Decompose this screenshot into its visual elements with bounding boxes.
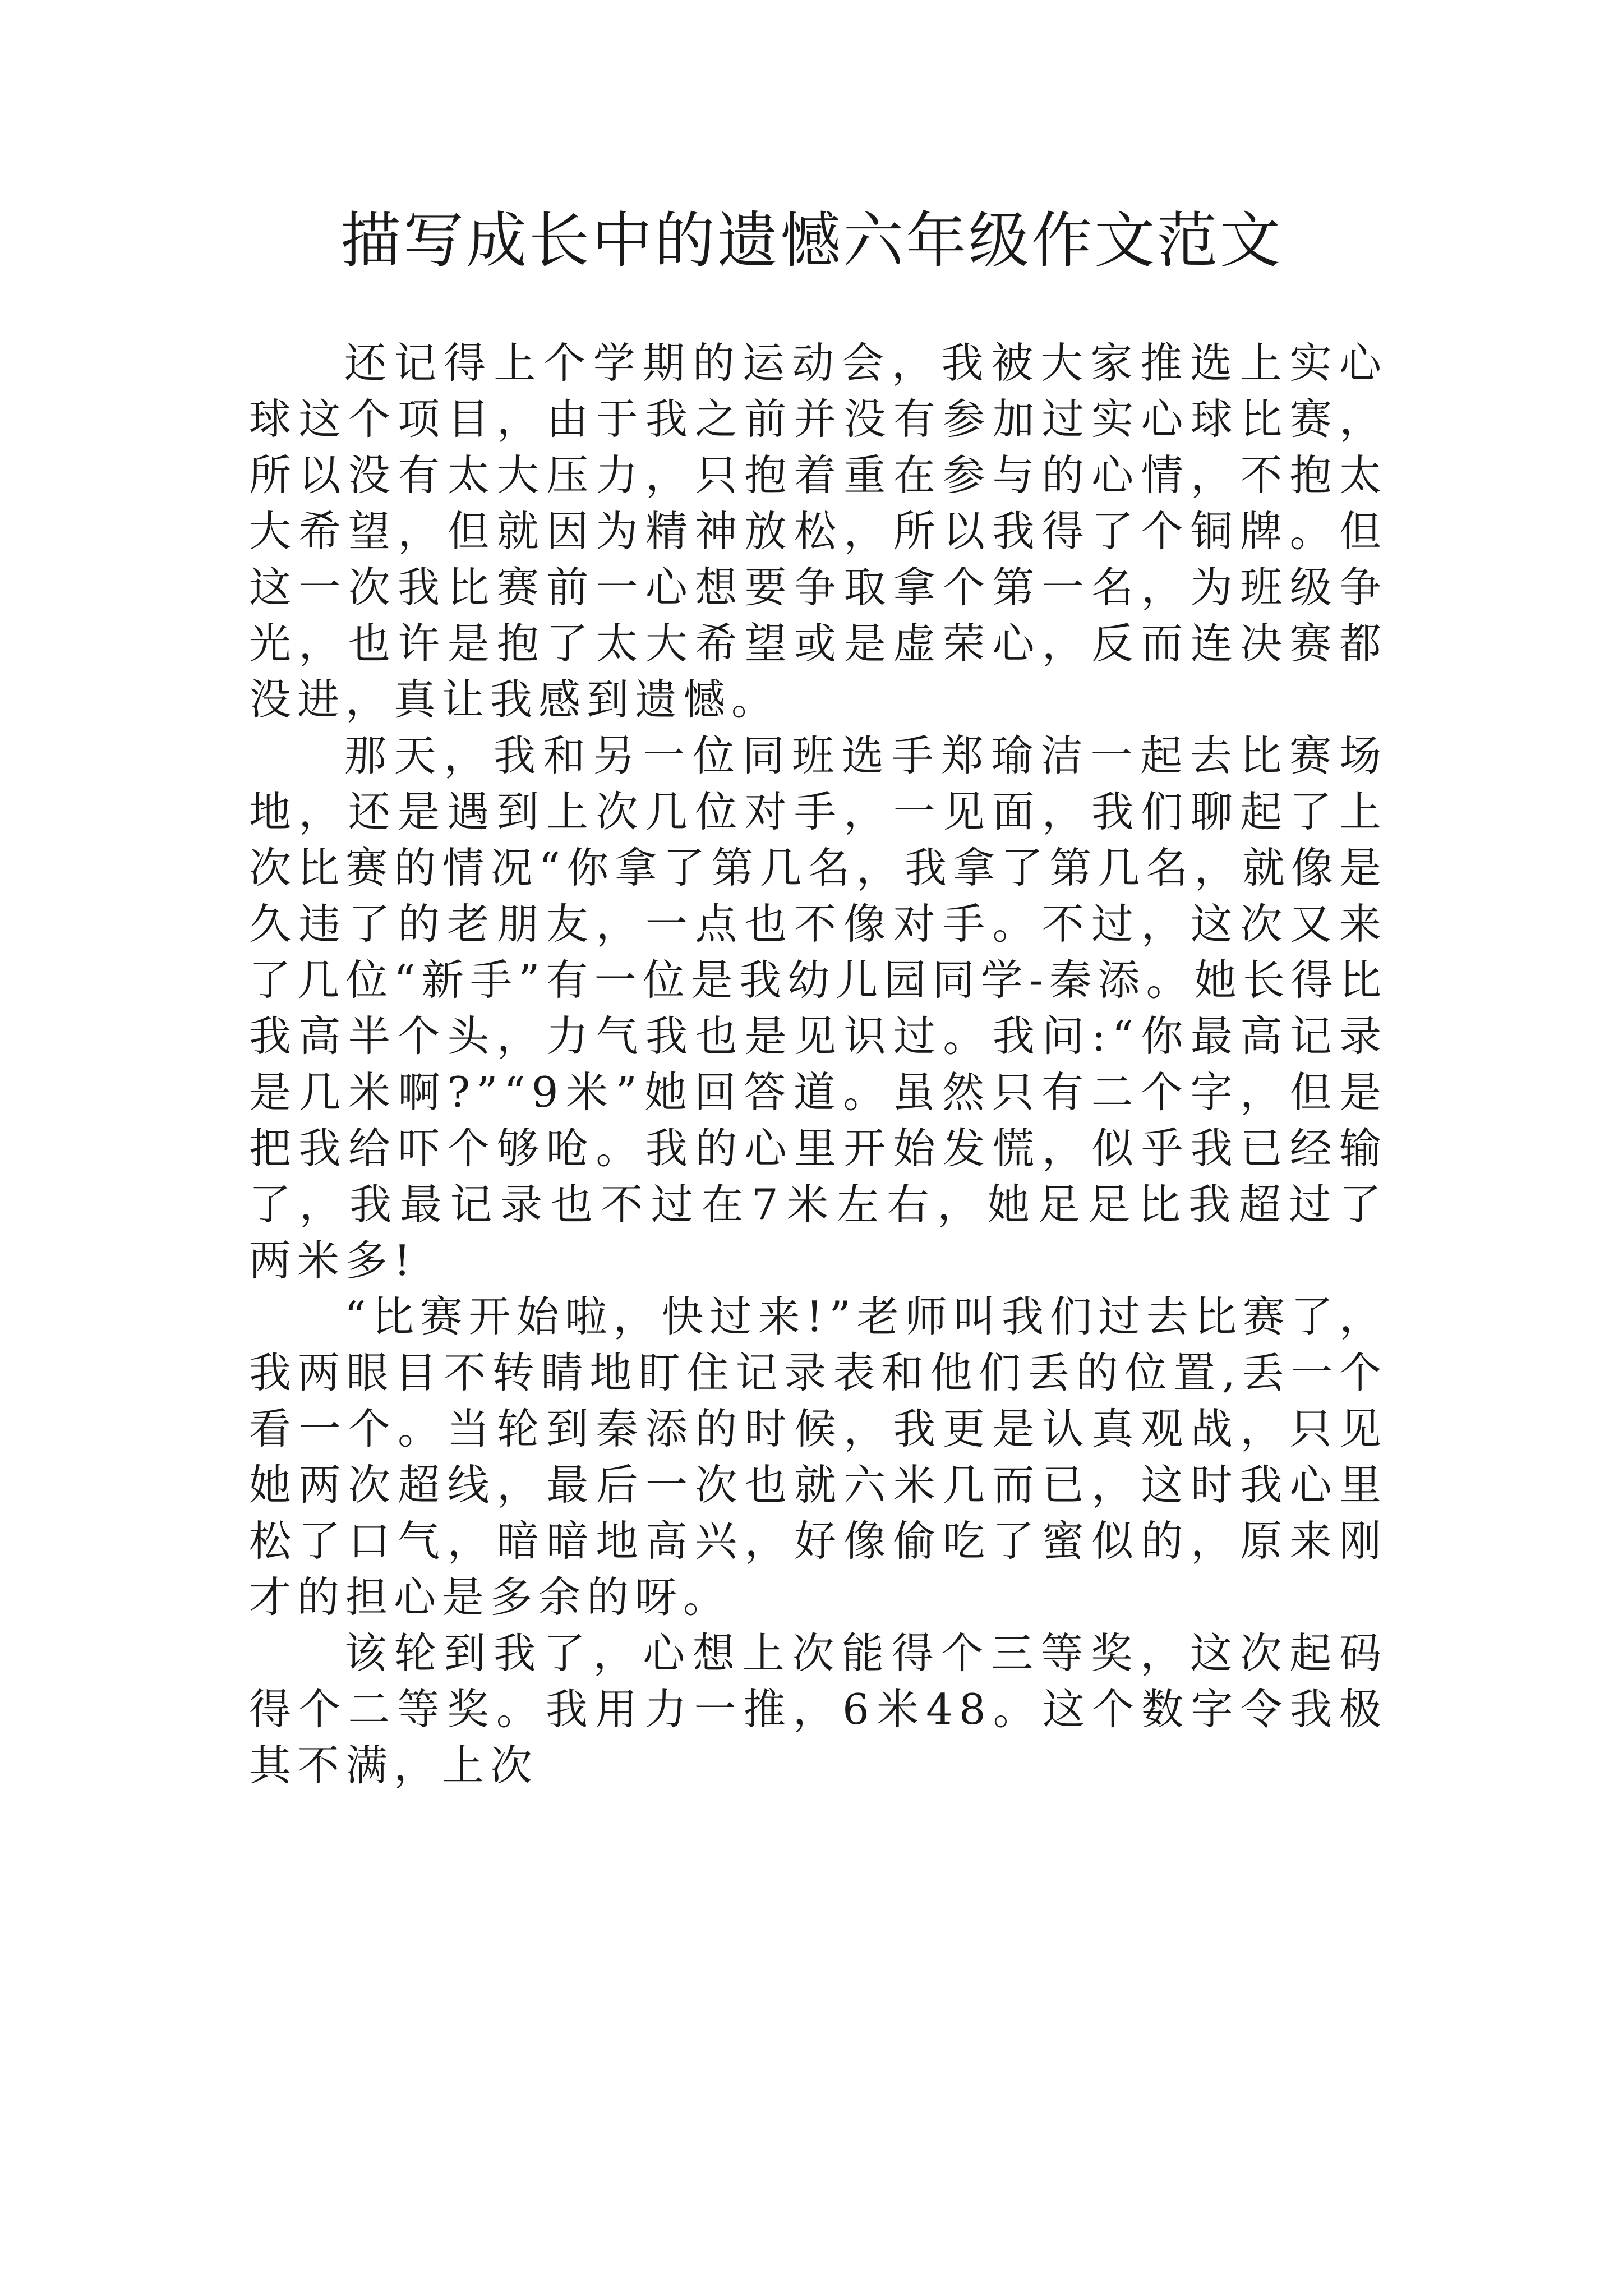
paragraph-1: 还记得上个学期的运动会，我被大家推选上实心球这个项目，由于我之前并没有参加过实心球比赛，所以没有太大压力，只抱着重在参与的心情，不抱太大希望，但就因为精神放松，所以我得了个铜牌。但这一次我比赛前一心想要争取拿个第一名，为班级争光，也许是抱了太大希望或是虚荣心，反而连决赛都没进，真让我感到遗憾。 [249, 338, 1387, 724]
paragraph-2: 那天，我和另一位同班选手郑瑜洁一起去比赛场地，还是遇到上次几位对手，一见面，我们聊起了上次比赛的情况“你拿了第几名，我拿了第几名，就像是久违了的老朋友，一点也不像对手。不过，这次又来了几位“新手”有一位是我幼儿园同学-秦添。她长得比我高半个头，力气我也是见识过。我问:“你最高记录是几米啊?”“9米”她回答道。虽然只有二个字，但是把我给吓个够呛。我的心里开始发慌，似乎我已经输了，我最记录也不过在7米左右，她足足比我超过了两米多! [249, 731, 1387, 1285]
document-title: 描写成长中的遗憾六年级作文范文 [340, 206, 1283, 276]
document-body [249, 335, 1387, 2242]
paragraph-4: 该轮到我了，心想上次能得个三等奖，这次起码得个二等奖。我用力一推，6米48。这个数字令我极其不满，上次 [249, 1628, 1387, 1790]
paragraph-3: “比赛开始啦，快过来!”老师叫我们过去比赛了，我两眼目不转睛地盯住记录表和他们丢的位置,丢一个看一个。当轮到秦添的时候，我更是认真观战，只见她两次超线，最后一次也就六米几而已，这时我心里松了口气，暗暗地高兴，好像偷吃了蜜似的，原来刚才的担心是多余的呀。 [249, 1292, 1387, 1622]
